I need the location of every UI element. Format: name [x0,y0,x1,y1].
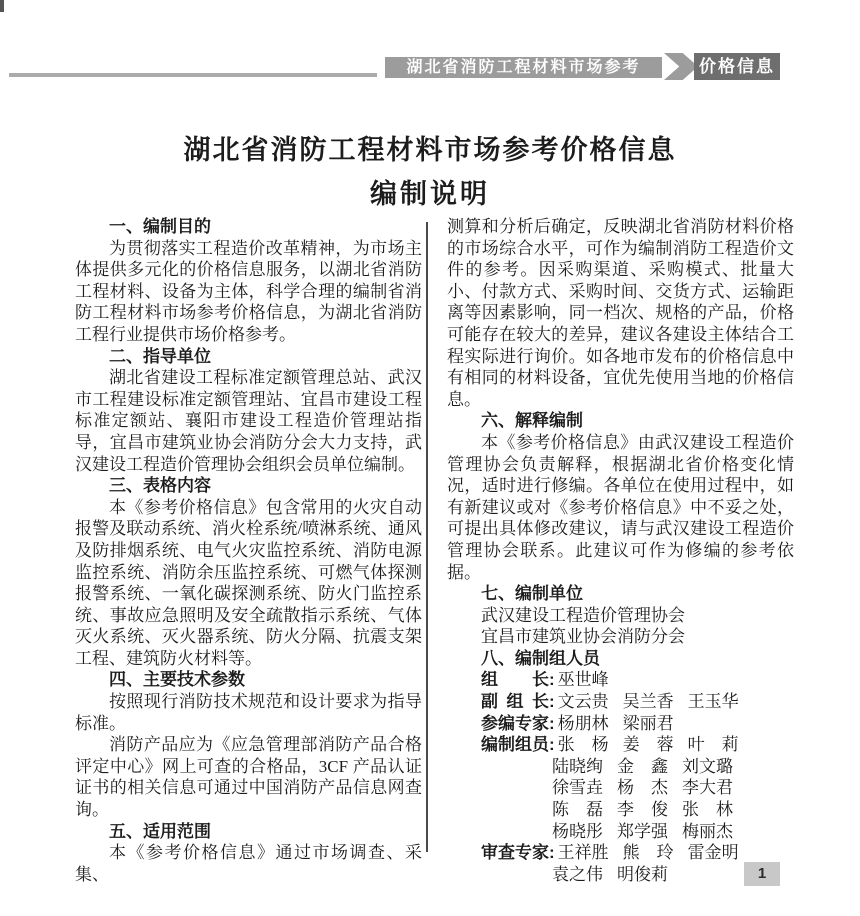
section-heading: 四、主要技术参数 [109,670,245,690]
roster-name: 明俊莉 [617,864,668,884]
roster-name: 杨杰 [617,778,668,798]
column-right [447,216,794,885]
roster-name: 张林 [682,800,733,820]
chevron-right-icon [664,53,698,80]
roster-colon: : [549,692,555,712]
roster-name: 姜蓉 [622,735,674,755]
scan-corner-mark [0,0,4,12]
paragraph: 测算和分析后确定，反映湖北省消防材料价格的市场综合水平，可作为编制消防工程造价文件的参考。因采购渠道、采购模式、批量大小、付款方式、采购时间、交货方式、运输距离等因素影响，同一档次、规格的产品，价格可能存在较大的差异，建议各建设主体结合工程实际进行询价。如各地市发布的价格信息中有相同的材料设备，宜优先使用当地的价格信息。 [447,217,794,409]
roster-name: 吴兰香 [622,692,674,712]
roster-name: 杨晓彤 [552,821,603,841]
roster-name: 刘文璐 [682,756,733,776]
roster-label: 审查专家 [481,843,549,863]
section-heading: 五、适用范围 [109,821,211,841]
roster-name: 叶莉 [687,735,739,755]
section-heading: 七、编制单位 [481,584,583,604]
roster-name: 陆晓绚 [552,756,603,776]
column-divider [426,222,428,852]
roster-row [447,821,794,843]
roster-label: 组长 [481,670,549,690]
section-heading: 三、表格内容 [109,476,211,496]
roster-name: 李俊 [617,800,668,820]
roster-name: 巫世峰 [557,670,609,690]
roster-name: 陈磊 [552,800,603,820]
header-rule [9,73,377,77]
column-left [75,216,422,885]
roster-colon: : [549,713,555,733]
roster-name: 杨朋林 [557,713,609,733]
roster-colon: : [549,843,555,863]
roster-name: 郑学强 [617,821,668,841]
page-title-line1: 湖北省消防工程材料市场参考价格信息 [183,135,677,165]
breadcrumb-tab-primary: 湖北省消防工程材料市场参考 [385,57,662,78]
section-heading: 八、编制组人员 [481,648,600,668]
roster-colon: : [549,735,555,755]
roster-name: 袁之伟 [552,864,603,884]
roster-row [447,842,794,864]
paragraph: 本《参考价格信息》包含常用的火灾自动报警及联动系统、消火栓系统/喷淋系统、通风及防排烟系统、电气火灾监控系统、消防电源监控系统、消防余压监控系统、可燃气体探测报警系统、一氧化碳探测系统、防火门监控系统、事故应急照明及安全疏散指示系统、气体灭火系统、灭火器系统、防火分隔、抗震支架工程、建筑防火材料等。 [75,497,422,668]
paragraph: 本《参考价格信息》通过市场调查、采集、 [75,843,422,884]
page-title-line2: 编制说明 [370,179,490,209]
section-heading: 二、指导单位 [109,346,211,366]
paragraph: 消防产品应为《应急管理部消防产品合格评定中心》网上可查的合格品，3CF 产品认证证书的相关信息可通过中国消防产品信息网查询。 [75,735,422,820]
roster-name: 梁丽君 [622,713,674,733]
paragraph: 按照现行消防技术规范和设计要求为指导标准。 [75,692,422,733]
roster-row [447,734,794,756]
roster-name: 文云贵 [557,692,609,712]
roster-row [447,756,794,778]
org-line: 武汉建设工程造价管理协会 [481,605,685,625]
paragraph: 本《参考价格信息》由武汉建设工程造价管理协会负责解释，根据湖北省价格变化情况，适时进行修编。各单位在使用过程中，如有新建议或对《参考价格信息》中不妥之处，可提出具体修改建议，请与武汉建设工程造价管理协会联系。此建议可作为修编的参考依据。 [447,432,794,582]
section-heading: 一、编制目的 [109,217,211,236]
roster-row [447,777,794,799]
paragraph: 为贯彻落实工程造价改革精神，为市场主体提供多元化的价格信息服务，以湖北省消防工程材料、设备为主体，科学合理的编制省消防工程材料市场参考价格信息，为湖北省消防工程行业提供市场价格参考。 [75,238,422,344]
roster-row [447,691,794,713]
roster-row [447,669,794,691]
roster-name: 梅丽杰 [682,821,733,841]
paragraph: 湖北省建设工程标准定额管理总站、武汉市工程建设标准定额管理站、宜昌市建设工程标准定额站、襄阳市建设工程造价管理站指导，宜昌市建筑业协会消防分会大力支持，武汉建设工程造价管理协会组织会员单位编制。 [75,368,422,474]
roster-label: 编制组员 [481,735,549,755]
roster-name: 张杨 [557,735,609,755]
roster-colon: : [549,670,555,690]
roster-name: 李大君 [682,778,733,798]
roster-row [447,799,794,821]
roster-name: 金鑫 [617,756,668,776]
roster-row [447,864,794,886]
roster-label: 副组长 [481,692,549,712]
roster-name: 王玉华 [687,692,739,712]
section-heading: 六、解释编制 [481,411,583,431]
roster-name: 王祥胜 [557,843,609,863]
roster-name: 熊玲 [622,843,674,863]
page-number-badge: 1 [744,862,780,886]
breadcrumb-tab-secondary: 价格信息 [694,53,780,80]
roster-label: 参编专家 [481,713,549,733]
roster-name: 徐雪垚 [552,778,603,798]
org-line: 宜昌市建筑业协会消防分会 [481,627,685,647]
roster-name: 雷金明 [687,843,739,863]
roster-row [447,713,794,735]
